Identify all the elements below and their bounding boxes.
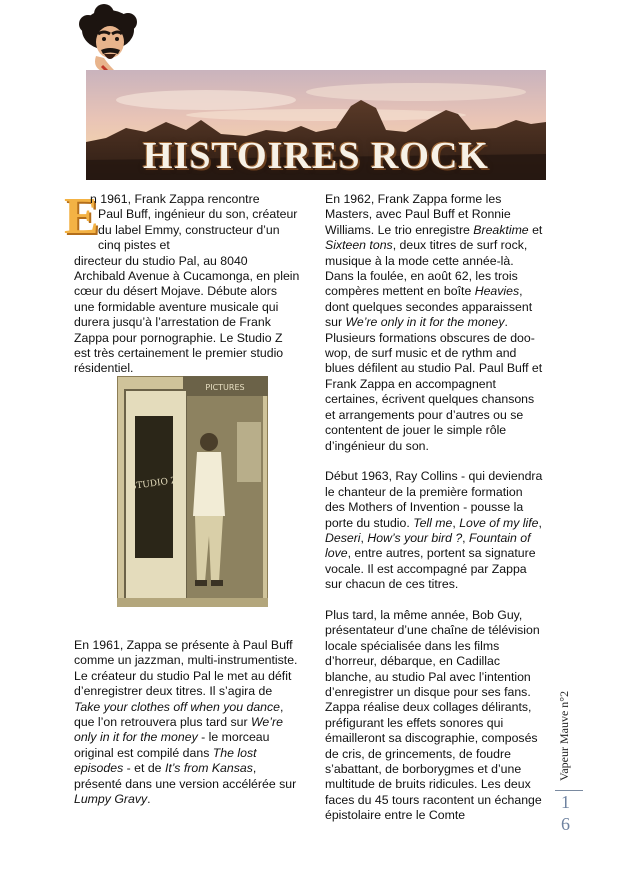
- song-title: It’s from Kansas: [164, 761, 253, 776]
- drop-cap-letter: E: [64, 188, 99, 245]
- album-title: Lumpy Gravy: [74, 792, 148, 807]
- left-column-top: [64, 188, 300, 392]
- intro-indented-lines: Paul Buff, ingénieur du son, créateur du label Emmy, constructeur d’un cinq pistes et: [98, 207, 298, 253]
- text-run: Début 1963, Ray Collins - qui deviendra le chanteur de la première formation des Mothers of Invention - pousse la porte du studio.: [325, 469, 543, 530]
- text-run: En 1962, Frank Zappa forme les Masters, avec Paul Buff et Ronnie Williams. Le trio enregistre: [325, 192, 511, 237]
- song-title: Take your clothes off when you dance: [74, 699, 280, 714]
- song-title: Breaktime: [473, 222, 529, 237]
- door-sign-text: STUDIO Z: [129, 475, 178, 493]
- text-run: - et de: [123, 761, 165, 776]
- text-run: .: [147, 792, 151, 807]
- text-run: , entre autres, portent sa signature vocale. Il est accompagné par Zappa sur chacun de ces titres.: [325, 546, 536, 592]
- song-title: How’s your bird ?: [367, 530, 463, 545]
- page-footer-sidebar: [555, 684, 585, 844]
- text-run: , présenté dans une version accélérée sur: [74, 761, 297, 791]
- histoires-rock-banner: [86, 70, 546, 180]
- text-run: , que l’on retrouvera plus tard sur: [74, 699, 284, 730]
- album-title: We’re only in it for the money: [74, 715, 283, 745]
- sidebar-divider: [555, 790, 583, 791]
- page-number-digit-2: 6: [561, 814, 570, 834]
- text-run: ,: [452, 515, 460, 530]
- text-run: ,: [538, 515, 542, 530]
- text-run: - le morceau original est compilé dans: [74, 730, 270, 760]
- song-title: Tell me: [413, 515, 453, 530]
- text-run: , deux titres de surf rock, musique à la mode cette année-là. Dans la foulée, en août 62, les trois compères mettent en boîte: [325, 238, 528, 299]
- right-column: [325, 192, 545, 839]
- masters-paragraph: [325, 192, 545, 454]
- intro-first-line: n 1961, Frank Zappa rencontre: [90, 192, 260, 206]
- text-run: ,: [462, 530, 470, 545]
- song-title: Love of my life: [459, 515, 539, 530]
- text-run: . Plusieurs formations obscures de doo-wop, de surf music et de rythm and blues défilent au studio Pal. Paul Buff et Frank Zappa en accompagnent certaines, écrivent quelques chansons et arrangements pour d’autres ou se contentent de jouer le simple rôle d’ingénieur du son.: [325, 315, 543, 453]
- studio-z-photo: [117, 376, 268, 607]
- album-title: The lost episodes: [74, 745, 257, 776]
- text-run: ,: [360, 530, 368, 545]
- banner-title: HISTOIRES ROCK: [143, 135, 489, 177]
- text-run: et: [528, 222, 543, 237]
- bob-guy-paragraph: Plus tard, la même année, Bob Guy, présentateur d’une chaîne de télévision locale spécialisée dans les films d’horreur, débarque, en Cadillac blanche, au studio Pal avec l’intention d’enregistrer un disque pour ses fans. Zappa réalise deux collages délirants, préfigurant les effets sonores qui émailleront sa discographie, composés de cris, de grincements, de foudre s’abattant, de borborygmes et d’une multitude de bruits ridicules. Les deux faces du 45 tours racontent un échange épistolaire entre le Comte: [325, 607, 542, 823]
- intro-paragraph: [64, 188, 300, 377]
- text-run: En 1961, Zappa se présente à Paul Buff comme un jazzman, multi-instrumentiste. Le créateur du studio Pal le met au défit d’enregistrer deux titres. Il s’agira de: [74, 638, 298, 699]
- page-number-digit-1: 1: [561, 792, 570, 812]
- song-title: Fountain of love: [325, 530, 531, 561]
- zappa-jazzman-paragraph: [74, 638, 300, 807]
- song-title: Deseri: [325, 530, 361, 545]
- zappa-caricature-logo: [74, 4, 146, 76]
- magazine-issue-label: Vapeur Mauve n°2: [557, 690, 571, 782]
- song-title: Heavies: [474, 284, 520, 299]
- intro-body: directeur du studio Pal, au 8040 Archibald Avenue à Cucamonga, en plein cœur du désert Mojave. Débute alors une formidable aventure musicale qui durera jusqu’à l’arrestation de Frank Zappa pour pornographie. Le Studio Z est très certainement le premier studio résidentiel.: [74, 253, 300, 376]
- left-column-bottom: [74, 638, 300, 823]
- photo-top-sign: PICTURES: [205, 383, 245, 392]
- song-title: Sixteen tons: [325, 238, 393, 253]
- ray-collins-paragraph: [325, 469, 545, 592]
- text-run: , dont quelques secondes apparaissent sur: [325, 284, 533, 330]
- album-title: We’re only in it for the money: [345, 315, 505, 330]
